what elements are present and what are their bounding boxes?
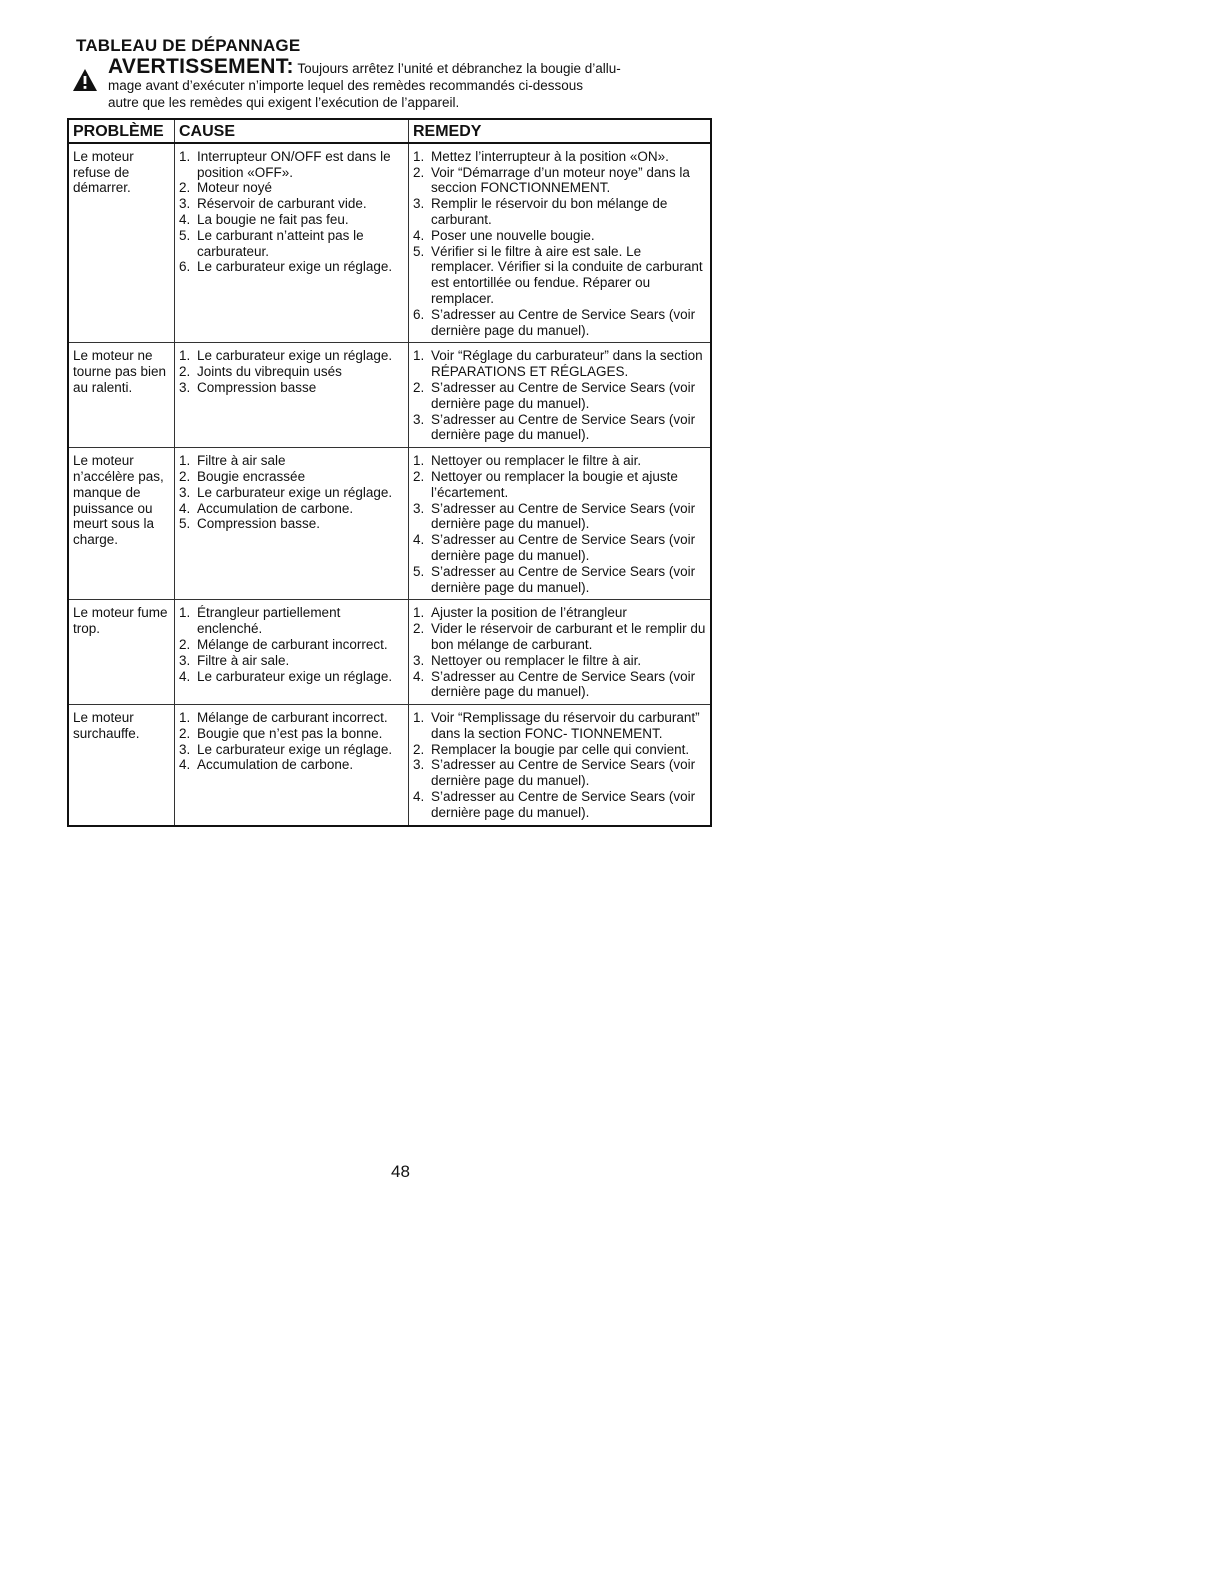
remedy-number: 1. — [413, 453, 425, 469]
cause-text: Le carburateur exige un réglage. — [197, 484, 393, 500]
remedy-item — [413, 621, 706, 653]
cause-text: Le carburateur exige un réglage. — [197, 741, 393, 757]
cause-text: Interrupteur ON/OFF est dans le position «OFF». — [197, 148, 391, 180]
cause-item — [179, 669, 404, 685]
cause-text: Étrangleur partiellement enclenché. — [197, 605, 341, 637]
remedy-number: 5. — [413, 243, 425, 259]
cause-number: 3. — [179, 196, 191, 212]
cause-number: 2. — [179, 468, 191, 484]
cause-number: 5. — [179, 227, 191, 243]
cause-number: 6. — [179, 259, 191, 275]
troubleshooting-table — [67, 118, 712, 827]
remedy-number: 2. — [413, 621, 425, 637]
cause-item — [179, 380, 404, 396]
remedy-text: Remplir le réservoir du bon mélange de carburant. — [431, 196, 668, 227]
remedy-item — [413, 501, 706, 533]
remedy-item — [413, 710, 706, 742]
page-title: TABLEAU DE DÉPANNAGE — [76, 36, 301, 55]
cause-number: 5. — [179, 516, 191, 532]
remedy-number: 4. — [413, 227, 425, 243]
cause-item — [179, 726, 404, 742]
cause-cell — [175, 343, 409, 448]
cause-text: Moteur noyé — [197, 180, 273, 196]
cause-number: 3. — [179, 484, 191, 500]
remedy-text: S’adresser au Centre de Service Sears (voir dernière page du manuel). — [431, 411, 696, 443]
remedy-text: S’adresser au Centre de Service Sears (voir dernière page du manuel). — [431, 563, 696, 595]
cause-cell — [175, 705, 409, 826]
remedy-text: S’adresser au Centre de Service Sears (voir dernière page du manuel). — [431, 668, 696, 700]
cause-text: Joints du vibrequin usés — [197, 364, 342, 380]
cause-text: Mélange de carburant incorrect. — [197, 710, 388, 726]
cause-number: 2. — [179, 725, 191, 741]
remedy-item — [413, 165, 706, 197]
remedy-item — [413, 605, 706, 621]
remedy-number: 3. — [413, 652, 425, 668]
cause-number: 3. — [179, 741, 191, 757]
table-header-row — [68, 119, 711, 143]
remedy-number: 2. — [413, 741, 425, 757]
cause-item — [179, 180, 404, 196]
cause-item — [179, 453, 404, 469]
remedy-cell — [409, 600, 712, 705]
remedy-item — [413, 757, 706, 789]
cause-number: 2. — [179, 180, 191, 196]
cause-item — [179, 469, 404, 485]
remedy-number: 6. — [413, 306, 425, 322]
cause-text: Le carburateur exige un réglage. — [197, 668, 393, 684]
cause-text: Mélange de carburant incorrect. — [197, 636, 388, 652]
problem-cell: Le moteur n’accélère pas, manque de puissance ou meurt sous la charge. — [68, 448, 175, 600]
problem-cell: Le moteur refuse de démarrer. — [68, 143, 175, 343]
warning-text-line-3: autre que les remèdes qui exigent l’exécution de l’appareil. — [108, 95, 460, 110]
remedy-item — [413, 228, 706, 244]
cause-text: Filtre à air sale. — [197, 652, 290, 668]
cause-item — [179, 196, 404, 212]
cause-item — [179, 637, 404, 653]
cause-item — [179, 710, 404, 726]
remedy-text: Remplacer la bougie par celle qui convient. — [431, 741, 690, 757]
remedy-number: 3. — [413, 500, 425, 516]
remedy-item — [413, 453, 706, 469]
remedy-item — [413, 149, 706, 165]
remedy-number: 1. — [413, 348, 425, 364]
remedy-text: S’adresser au Centre de Service Sears (voir dernière page du manuel). — [431, 306, 696, 338]
cause-item — [179, 348, 404, 364]
table-row — [68, 143, 711, 343]
cause-number: 1. — [179, 710, 191, 726]
cause-cell — [175, 600, 409, 705]
warning-lead: AVERTISSEMENT: — [108, 55, 294, 78]
remedy-text: Ajuster la position de l’étrangleur — [431, 605, 627, 621]
cause-item — [179, 501, 404, 517]
table-row — [68, 705, 711, 826]
remedy-item — [413, 307, 706, 339]
cause-item — [179, 228, 404, 260]
warning-text-line-2: mage avant d’exécuter n’importe lequel des remèdes recommandés ci-dessous — [108, 78, 583, 93]
cause-number: 4. — [179, 211, 191, 227]
problem-cell: Le moteur surchauffe. — [68, 705, 175, 826]
remedy-number: 1. — [413, 710, 425, 726]
table-row — [68, 600, 711, 705]
cause-item — [179, 516, 404, 532]
table-row — [68, 448, 711, 600]
remedy-item — [413, 564, 706, 596]
cause-number: 1. — [179, 148, 191, 164]
remedy-number: 5. — [413, 563, 425, 579]
remedy-text: S’adresser au Centre de Service Sears (voir dernière page du manuel). — [431, 757, 696, 789]
remedy-text: Mettez l’interrupteur à la position «ON». — [431, 148, 669, 164]
remedy-item — [413, 196, 706, 228]
remedy-number: 4. — [413, 789, 425, 805]
remedy-number: 2. — [413, 468, 425, 484]
problem-cell: Le moteur fume trop. — [68, 600, 175, 705]
cause-item — [179, 212, 404, 228]
cause-number: 3. — [179, 379, 191, 395]
cause-text: Accumulation de carbone. — [197, 757, 354, 773]
cause-text: Le carburateur exige un réglage. — [197, 259, 393, 275]
warning-icon — [72, 68, 98, 92]
remedy-cell — [409, 448, 712, 600]
remedy-cell — [409, 143, 712, 343]
remedy-text: Voir “Réglage du carburateur” dans la section RÉPARATIONS ET RÉGLAGES. — [431, 348, 703, 380]
remedy-number: 1. — [413, 148, 425, 164]
remedy-text: Vérifier si le filtre à aire est sale. Le remplacer. Vérifier si la conduite de carburant est entortillée ou fendue. Réparer ou remplacer. — [431, 243, 703, 306]
cause-item — [179, 757, 404, 773]
header-problem: PROBLÈME — [68, 119, 175, 143]
cause-number: 4. — [179, 757, 191, 773]
remedy-item — [413, 348, 706, 380]
remedy-text: Poser une nouvelle bougie. — [431, 227, 595, 243]
page-number: 48 — [391, 1162, 410, 1181]
cause-item — [179, 742, 404, 758]
cause-text: Le carburateur exige un réglage. — [197, 348, 393, 364]
remedy-text: Nettoyer ou remplacer le filtre à air. — [431, 652, 642, 668]
remedy-number: 2. — [413, 379, 425, 395]
cause-text: Filtre à air sale — [197, 453, 286, 469]
remedy-item — [413, 532, 706, 564]
remedy-text: S’adresser au Centre de Service Sears (voir dernière page du manuel). — [431, 789, 696, 820]
cause-item — [179, 259, 404, 275]
problem-cell: Le moteur ne tourne pas bien au ralenti. — [68, 343, 175, 448]
remedy-item — [413, 742, 706, 758]
remedy-number: 2. — [413, 164, 425, 180]
cause-text: Bougie encrassée — [197, 468, 306, 484]
remedy-text: Voir “Remplissage du réservoir du carburant” dans la section FONC- TIONNEMENT. — [431, 710, 700, 741]
remedy-text: Vider le réservoir de carburant et le remplir du bon mélange de carburant. — [431, 621, 706, 652]
cause-number: 1. — [179, 453, 191, 469]
cause-text: Réservoir de carburant vide. — [197, 196, 367, 212]
remedy-text: S’adresser au Centre de Service Sears (voir dernière page du manuel). — [431, 532, 696, 563]
cause-text: Bougie que n’est pas la bonne. — [197, 725, 383, 741]
remedy-text: Voir “Démarrage d’un moteur noye” dans la seccion FONCTIONNEMENT. — [431, 164, 690, 196]
remedy-item — [413, 380, 706, 412]
cause-cell — [175, 143, 409, 343]
remedy-item — [413, 244, 706, 307]
remedy-item — [413, 469, 706, 501]
remedy-number: 3. — [413, 196, 425, 212]
cause-number: 2. — [179, 636, 191, 652]
cause-text: Compression basse — [197, 379, 317, 395]
remedy-cell — [409, 343, 712, 448]
remedy-number: 3. — [413, 757, 425, 773]
cause-number: 2. — [179, 364, 191, 380]
cause-item — [179, 149, 404, 181]
cause-item — [179, 485, 404, 501]
cause-number: 1. — [179, 605, 191, 621]
cause-number: 1. — [179, 348, 191, 364]
cause-item — [179, 605, 404, 637]
cause-text: Le carburant n’atteint pas le carburateur. — [197, 227, 364, 259]
table-row — [68, 343, 711, 448]
remedy-number: 1. — [413, 605, 425, 621]
header-remedy: REMEDY — [409, 119, 712, 143]
cause-item — [179, 653, 404, 669]
cause-number: 4. — [179, 668, 191, 684]
cause-number: 4. — [179, 500, 191, 516]
remedy-item — [413, 653, 706, 669]
remedy-number: 4. — [413, 668, 425, 684]
remedy-item — [413, 669, 706, 701]
cause-text: Compression basse. — [197, 516, 321, 532]
remedy-text: Nettoyer ou remplacer la bougie et ajuste l’écartement. — [431, 468, 678, 500]
remedy-number: 4. — [413, 532, 425, 548]
cause-text: La bougie ne fait pas feu. — [197, 211, 349, 227]
remedy-cell — [409, 705, 712, 826]
warning-text-line-1: Toujours arrêtez l’unité et débranchez la bougie d’allu- — [293, 61, 621, 76]
cause-number: 3. — [179, 652, 191, 668]
cause-item — [179, 364, 404, 380]
remedy-text: S’adresser au Centre de Service Sears (voir dernière page du manuel). — [431, 500, 696, 532]
remedy-text: S’adresser au Centre de Service Sears (voir dernière page du manuel). — [431, 379, 696, 411]
warning-notice — [108, 55, 708, 111]
header-cause: CAUSE — [175, 119, 409, 143]
cause-cell — [175, 448, 409, 600]
cause-text: Accumulation de carbone. — [197, 500, 354, 516]
remedy-item — [413, 789, 706, 821]
remedy-item — [413, 412, 706, 444]
remedy-number: 3. — [413, 411, 425, 427]
remedy-text: Nettoyer ou remplacer le filtre à air. — [431, 453, 642, 469]
